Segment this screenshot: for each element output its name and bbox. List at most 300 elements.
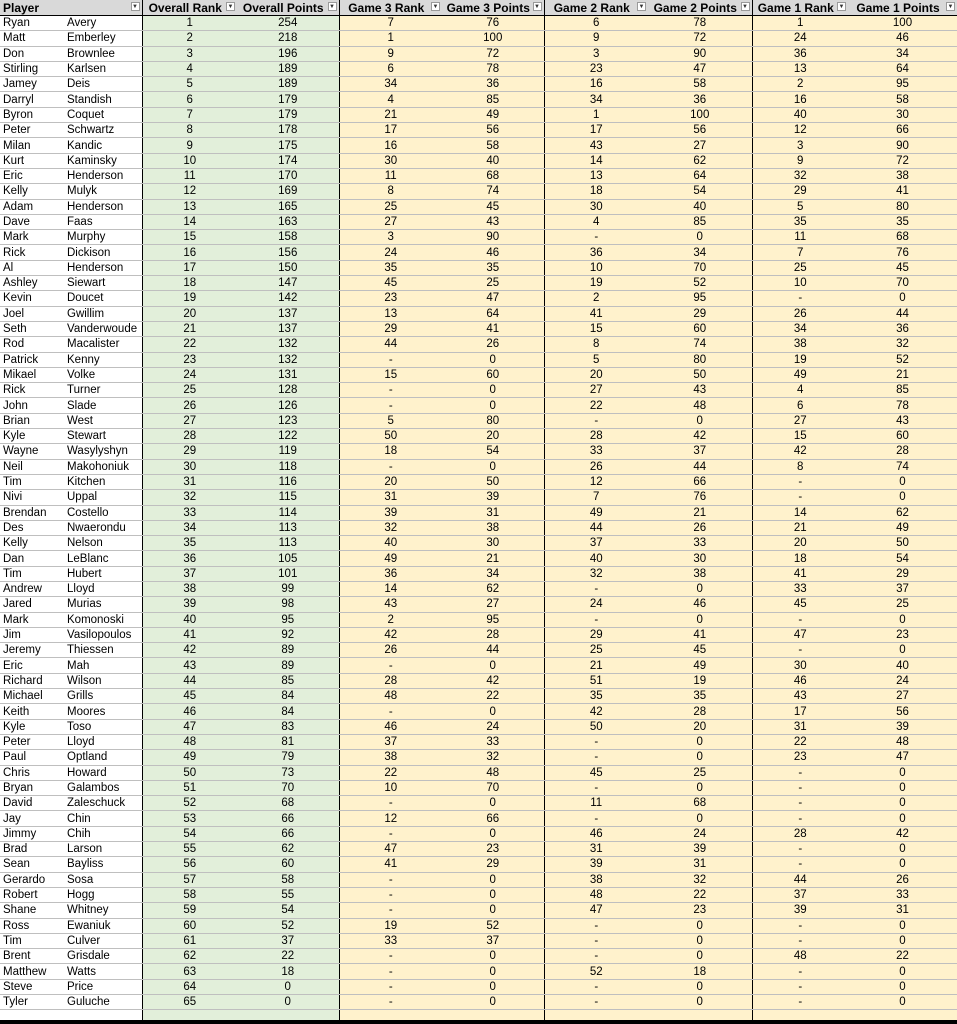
cell-overall-points[interactable]: 116 <box>237 474 339 489</box>
cell-game2-points[interactable]: 66 <box>648 474 752 489</box>
cell-game3-rank[interactable]: 29 <box>339 321 442 336</box>
cell-game3-points[interactable]: 0 <box>442 995 544 1010</box>
cell-game1-rank[interactable]: - <box>752 765 848 780</box>
cell-game1-points[interactable]: 30 <box>848 107 957 122</box>
cell-first-name[interactable]: Kurt <box>0 153 63 168</box>
cell-game3-points[interactable]: 76 <box>442 16 544 31</box>
cell-last-name[interactable]: Deis <box>63 77 142 92</box>
cell-last-name[interactable]: Hubert <box>63 566 142 581</box>
cell-game3-rank[interactable]: 48 <box>339 689 442 704</box>
cell-first-name[interactable]: Rod <box>0 337 63 352</box>
cell-game2-points[interactable]: 41 <box>648 627 752 642</box>
cell-game1-points[interactable]: 0 <box>848 857 957 872</box>
cell-game1-rank[interactable]: 27 <box>752 413 848 428</box>
cell-last-name[interactable]: Dickison <box>63 245 142 260</box>
cell-first-name[interactable]: Ryan <box>0 16 63 31</box>
cell-overall-points[interactable]: 81 <box>237 734 339 749</box>
cell-overall-points[interactable]: 92 <box>237 627 339 642</box>
cell-game1-points[interactable]: 58 <box>848 92 957 107</box>
cell-game3-points[interactable]: 60 <box>442 367 544 382</box>
cell-overall-rank[interactable]: 31 <box>142 474 237 489</box>
cell-game2-points[interactable]: 47 <box>648 61 752 76</box>
cell-last-name[interactable]: Karlsen <box>63 61 142 76</box>
cell-game2-rank[interactable]: 13 <box>544 168 648 183</box>
cell-overall-rank[interactable]: 57 <box>142 872 237 887</box>
cell-game1-points[interactable]: 0 <box>848 780 957 795</box>
cell-game1-rank[interactable]: 32 <box>752 168 848 183</box>
cell-game2-rank[interactable]: 15 <box>544 321 648 336</box>
cell-overall-rank[interactable]: 8 <box>142 123 237 138</box>
cell-last-name[interactable]: Schwartz <box>63 123 142 138</box>
cell-game1-points[interactable]: 49 <box>848 520 957 535</box>
dropdown-arrow-icon[interactable]: ▼ <box>534 4 540 10</box>
cell-first-name[interactable]: Peter <box>0 123 63 138</box>
cell-game2-rank[interactable]: 52 <box>544 964 648 979</box>
cell-game2-points[interactable]: 37 <box>648 444 752 459</box>
cell-first-name[interactable]: Eric <box>0 658 63 673</box>
cell-game1-points[interactable]: 39 <box>848 719 957 734</box>
cell-overall-points[interactable]: 119 <box>237 444 339 459</box>
cell-first-name[interactable]: Milan <box>0 138 63 153</box>
cell-overall-rank[interactable]: 46 <box>142 704 237 719</box>
cell-game3-rank[interactable]: 9 <box>339 46 442 61</box>
cell-game2-rank[interactable]: 2 <box>544 291 648 306</box>
cell-overall-points[interactable]: 163 <box>237 214 339 229</box>
cell-overall-rank[interactable]: 36 <box>142 551 237 566</box>
cell-overall-points[interactable]: 37 <box>237 933 339 948</box>
cell-overall-points[interactable]: 55 <box>237 887 339 902</box>
cell-game3-rank[interactable]: 24 <box>339 245 442 260</box>
cell-game3-rank[interactable]: 23 <box>339 291 442 306</box>
cell-first-name[interactable]: Stirling <box>0 61 63 76</box>
cell-last-name[interactable]: Mulyk <box>63 184 142 199</box>
cell-last-name[interactable]: Optland <box>63 750 142 765</box>
cell-game3-rank[interactable]: 14 <box>339 581 442 596</box>
cell-game1-points[interactable]: 95 <box>848 77 957 92</box>
cell-first-name[interactable]: Al <box>0 260 63 275</box>
cell-game3-points[interactable]: 0 <box>442 796 544 811</box>
cell-game2-rank[interactable]: 11 <box>544 796 648 811</box>
cell-game3-points[interactable]: 37 <box>442 933 544 948</box>
cell-last-name[interactable]: Whitney <box>63 903 142 918</box>
cell-game1-points[interactable]: 0 <box>848 291 957 306</box>
header-game1-rank[interactable] <box>752 0 848 16</box>
cell-overall-points[interactable]: 132 <box>237 352 339 367</box>
cell-game2-rank[interactable]: 39 <box>544 857 648 872</box>
cell-overall-rank[interactable]: 3 <box>142 46 237 61</box>
cell-overall-rank[interactable]: 64 <box>142 979 237 994</box>
cell-overall-points[interactable]: 118 <box>237 459 339 474</box>
cell-game3-points[interactable]: 70 <box>442 780 544 795</box>
cell-first-name[interactable]: Seth <box>0 321 63 336</box>
cell-last-name[interactable]: Henderson <box>63 260 142 275</box>
cell-game2-rank[interactable]: 44 <box>544 520 648 535</box>
cell-game2-rank[interactable]: 38 <box>544 872 648 887</box>
cell-game1-points[interactable]: 26 <box>848 872 957 887</box>
cell-game1-points[interactable]: 43 <box>848 413 957 428</box>
cell-first-name[interactable]: Jay <box>0 811 63 826</box>
cell-game3-points[interactable]: 52 <box>442 918 544 933</box>
cell-game1-rank[interactable]: 12 <box>752 123 848 138</box>
cell-game2-points[interactable]: 39 <box>648 842 752 857</box>
cell-overall-points[interactable]: 95 <box>237 612 339 627</box>
cell-game3-points[interactable]: 0 <box>442 704 544 719</box>
cell-last-name[interactable]: Guluche <box>63 995 142 1010</box>
cell-game2-rank[interactable]: 25 <box>544 643 648 658</box>
cell-game1-rank[interactable]: 14 <box>752 505 848 520</box>
cell-game1-points[interactable]: 56 <box>848 704 957 719</box>
cell-last-name[interactable]: Vanderwoude <box>63 321 142 336</box>
cell-game2-points[interactable]: 46 <box>648 597 752 612</box>
cell-game1-rank[interactable]: 15 <box>752 429 848 444</box>
cell-overall-points[interactable]: 179 <box>237 107 339 122</box>
cell-game3-points[interactable]: 0 <box>442 383 544 398</box>
cell-overall-rank[interactable]: 32 <box>142 490 237 505</box>
cell-last-name[interactable]: Kenny <box>63 352 142 367</box>
cell-first-name[interactable]: Joel <box>0 306 63 321</box>
header-game2-rank[interactable] <box>544 0 648 16</box>
cell-game1-points[interactable]: 0 <box>848 933 957 948</box>
cell-game1-rank[interactable]: - <box>752 490 848 505</box>
cell-game3-rank[interactable]: - <box>339 887 442 902</box>
cell-first-name[interactable]: Paul <box>0 750 63 765</box>
cell-game3-rank[interactable]: - <box>339 903 442 918</box>
cell-game2-rank[interactable]: 43 <box>544 138 648 153</box>
cell-game3-points[interactable]: 0 <box>442 979 544 994</box>
cell-game1-points[interactable]: 25 <box>848 597 957 612</box>
cell-overall-points[interactable]: 156 <box>237 245 339 260</box>
cell-game2-rank[interactable]: - <box>544 413 648 428</box>
cell-game1-points[interactable]: 27 <box>848 689 957 704</box>
cell-game3-rank[interactable]: 41 <box>339 857 442 872</box>
cell-game3-rank[interactable]: 21 <box>339 107 442 122</box>
cell-first-name[interactable]: Bryan <box>0 780 63 795</box>
cell-game1-points[interactable]: 70 <box>848 276 957 291</box>
cell-game1-points[interactable]: 68 <box>848 230 957 245</box>
cell-game1-rank[interactable]: 4 <box>752 383 848 398</box>
cell-game1-rank[interactable]: 23 <box>752 750 848 765</box>
cell-overall-points[interactable]: 115 <box>237 490 339 505</box>
cell-game3-rank[interactable]: 8 <box>339 184 442 199</box>
cell-overall-rank[interactable]: 54 <box>142 826 237 841</box>
cell-first-name[interactable]: Shane <box>0 903 63 918</box>
cell-overall-points[interactable]: 142 <box>237 291 339 306</box>
cell-game2-points[interactable]: 90 <box>648 46 752 61</box>
cell-overall-points[interactable]: 132 <box>237 337 339 352</box>
cell-game2-rank[interactable]: 19 <box>544 276 648 291</box>
cell-first-name[interactable]: Matt <box>0 31 63 46</box>
cell-first-name[interactable]: Tim <box>0 474 63 489</box>
cell-game3-rank[interactable]: 19 <box>339 918 442 933</box>
cell-last-name[interactable]: Emberley <box>63 31 142 46</box>
cell-game1-rank[interactable]: 21 <box>752 520 848 535</box>
cell-game1-points[interactable]: 80 <box>848 199 957 214</box>
cell-last-name[interactable]: Stewart <box>63 429 142 444</box>
cell-overall-points[interactable]: 84 <box>237 689 339 704</box>
cell-overall-rank[interactable]: 21 <box>142 321 237 336</box>
cell-game2-points[interactable]: 30 <box>648 551 752 566</box>
cell-game2-rank[interactable]: 22 <box>544 398 648 413</box>
cell-last-name[interactable]: Ewaniuk <box>63 918 142 933</box>
cell-game1-points[interactable]: 37 <box>848 581 957 596</box>
cell-game2-points[interactable]: 0 <box>648 413 752 428</box>
cell-game1-rank[interactable]: - <box>752 979 848 994</box>
cell-game2-points[interactable]: 42 <box>648 429 752 444</box>
cell-last-name[interactable]: Nwaerondu <box>63 520 142 535</box>
cell-game3-rank[interactable]: 37 <box>339 734 442 749</box>
cell-game3-rank[interactable]: 4 <box>339 92 442 107</box>
cell-game1-points[interactable]: 48 <box>848 734 957 749</box>
cell-overall-points[interactable]: 105 <box>237 551 339 566</box>
cell-game2-rank[interactable]: - <box>544 979 648 994</box>
cell-game1-points[interactable]: 29 <box>848 566 957 581</box>
cell-overall-points[interactable]: 89 <box>237 643 339 658</box>
cell-game1-rank[interactable]: - <box>752 857 848 872</box>
cell-overall-points[interactable]: 66 <box>237 826 339 841</box>
cell-first-name[interactable]: Dave <box>0 214 63 229</box>
dropdown-arrow-icon[interactable]: ▼ <box>742 4 748 10</box>
cell-game2-points[interactable]: 48 <box>648 398 752 413</box>
cell-first-name[interactable]: Kyle <box>0 429 63 444</box>
cell-game2-points[interactable]: 49 <box>648 658 752 673</box>
cell-game3-points[interactable]: 20 <box>442 429 544 444</box>
cell-game1-rank[interactable]: 10 <box>752 276 848 291</box>
cell-last-name[interactable]: Grisdale <box>63 949 142 964</box>
cell-game1-points[interactable]: 85 <box>848 383 957 398</box>
cell-first-name[interactable]: Steve <box>0 979 63 994</box>
cell-overall-points[interactable]: 99 <box>237 581 339 596</box>
cell-overall-points[interactable]: 113 <box>237 536 339 551</box>
cell-overall-rank[interactable]: 1 <box>142 16 237 31</box>
cell-overall-rank[interactable]: 38 <box>142 581 237 596</box>
cell-last-name[interactable]: Coquet <box>63 107 142 122</box>
cell-last-name[interactable]: Brownlee <box>63 46 142 61</box>
cell-game2-points[interactable]: 43 <box>648 383 752 398</box>
cell-game1-points[interactable]: 36 <box>848 321 957 336</box>
cell-overall-rank[interactable]: 30 <box>142 459 237 474</box>
cell-game1-rank[interactable]: 6 <box>752 398 848 413</box>
cell-game3-rank[interactable]: 27 <box>339 214 442 229</box>
cell-last-name[interactable]: Grills <box>63 689 142 704</box>
cell-game3-points[interactable]: 0 <box>442 887 544 902</box>
cell-game1-rank[interactable]: 43 <box>752 689 848 704</box>
cell-overall-rank[interactable]: 50 <box>142 765 237 780</box>
cell-first-name[interactable]: Jimmy <box>0 826 63 841</box>
cell-game3-rank[interactable]: 1 <box>339 31 442 46</box>
cell-game3-points[interactable]: 54 <box>442 444 544 459</box>
cell-game3-points[interactable]: 56 <box>442 123 544 138</box>
cell-last-name[interactable]: Doucet <box>63 291 142 306</box>
cell-overall-rank[interactable]: 59 <box>142 903 237 918</box>
cell-game1-rank[interactable]: 44 <box>752 872 848 887</box>
cell-game2-rank[interactable]: - <box>544 933 648 948</box>
cell-game3-rank[interactable]: - <box>339 459 442 474</box>
cell-game3-points[interactable]: 41 <box>442 321 544 336</box>
cell-game3-rank[interactable]: 7 <box>339 16 442 31</box>
cell-game2-points[interactable]: 76 <box>648 490 752 505</box>
cell-overall-rank[interactable]: 22 <box>142 337 237 352</box>
cell-game1-rank[interactable]: 16 <box>752 92 848 107</box>
cell-first-name[interactable]: Darryl <box>0 92 63 107</box>
cell-game1-points[interactable]: 24 <box>848 673 957 688</box>
cell-game3-rank[interactable]: - <box>339 796 442 811</box>
cell-game1-rank[interactable]: - <box>752 612 848 627</box>
cell-game2-rank[interactable]: 30 <box>544 199 648 214</box>
cell-game1-rank[interactable]: - <box>752 291 848 306</box>
cell-game2-rank[interactable]: 27 <box>544 383 648 398</box>
cell-last-name[interactable]: Toso <box>63 719 142 734</box>
cell-first-name[interactable]: John <box>0 398 63 413</box>
cell-game2-rank[interactable]: 9 <box>544 31 648 46</box>
cell-game3-rank[interactable]: - <box>339 979 442 994</box>
cell-game1-points[interactable]: 60 <box>848 429 957 444</box>
cell-game2-points[interactable]: 64 <box>648 168 752 183</box>
cell-game1-points[interactable]: 34 <box>848 46 957 61</box>
cell-game1-points[interactable]: 38 <box>848 168 957 183</box>
cell-game3-points[interactable]: 40 <box>442 153 544 168</box>
cell-game3-points[interactable]: 0 <box>442 398 544 413</box>
cell-overall-rank[interactable]: 33 <box>142 505 237 520</box>
cell-game2-rank[interactable]: 47 <box>544 903 648 918</box>
cell-overall-rank[interactable]: 63 <box>142 964 237 979</box>
cell-game3-rank[interactable]: - <box>339 949 442 964</box>
cell-last-name[interactable]: Galambos <box>63 780 142 795</box>
cell-game1-rank[interactable]: 17 <box>752 704 848 719</box>
cell-game3-points[interactable]: 80 <box>442 413 544 428</box>
cell-game1-rank[interactable]: - <box>752 474 848 489</box>
cell-game2-points[interactable]: 0 <box>648 979 752 994</box>
cell-overall-rank[interactable]: 47 <box>142 719 237 734</box>
cell-overall-points[interactable]: 128 <box>237 383 339 398</box>
cell-game3-points[interactable]: 35 <box>442 260 544 275</box>
cell-game1-points[interactable]: 0 <box>848 643 957 658</box>
cell-overall-points[interactable]: 83 <box>237 719 339 734</box>
cell-game3-rank[interactable]: - <box>339 398 442 413</box>
cell-overall-points[interactable]: 58 <box>237 872 339 887</box>
cell-game3-rank[interactable]: 36 <box>339 566 442 581</box>
cell-game2-points[interactable]: 62 <box>648 153 752 168</box>
cell-first-name[interactable]: Gerardo <box>0 872 63 887</box>
cell-game3-rank[interactable]: 49 <box>339 551 442 566</box>
cell-overall-rank[interactable]: 15 <box>142 230 237 245</box>
cell-last-name[interactable]: Moores <box>63 704 142 719</box>
cell-game1-rank[interactable]: 8 <box>752 459 848 474</box>
cell-game3-points[interactable]: 0 <box>442 903 544 918</box>
cell-overall-rank[interactable]: 14 <box>142 214 237 229</box>
cell-game3-rank[interactable]: 25 <box>339 199 442 214</box>
cell-last-name[interactable]: Nelson <box>63 536 142 551</box>
cell-game3-rank[interactable]: 32 <box>339 520 442 535</box>
cell-first-name[interactable]: Kyle <box>0 719 63 734</box>
cell-overall-rank[interactable]: 49 <box>142 750 237 765</box>
cell-game3-points[interactable]: 45 <box>442 199 544 214</box>
cell-game1-rank[interactable]: 9 <box>752 153 848 168</box>
cell-first-name[interactable]: Tim <box>0 566 63 581</box>
cell-game1-rank[interactable]: - <box>752 842 848 857</box>
cell-overall-points[interactable]: 126 <box>237 398 339 413</box>
cell-game3-rank[interactable]: 6 <box>339 61 442 76</box>
cell-game2-points[interactable]: 0 <box>648 949 752 964</box>
cell-game3-points[interactable]: 74 <box>442 184 544 199</box>
dropdown-arrow-icon[interactable]: ▼ <box>432 4 439 10</box>
cell-overall-points[interactable]: 131 <box>237 367 339 382</box>
cell-first-name[interactable]: Eric <box>0 168 63 183</box>
cell-game2-points[interactable]: 19 <box>648 673 752 688</box>
cell-game3-points[interactable]: 26 <box>442 337 544 352</box>
cell-game3-rank[interactable]: - <box>339 995 442 1010</box>
cell-game1-rank[interactable]: 29 <box>752 184 848 199</box>
cell-overall-points[interactable]: 169 <box>237 184 339 199</box>
cell-overall-rank[interactable]: 39 <box>142 597 237 612</box>
cell-game3-points[interactable]: 47 <box>442 291 544 306</box>
cell-game1-rank[interactable]: 31 <box>752 719 848 734</box>
cell-game2-points[interactable]: 85 <box>648 214 752 229</box>
cell-game1-points[interactable]: 76 <box>848 245 957 260</box>
cell-game2-rank[interactable]: 17 <box>544 123 648 138</box>
cell-first-name[interactable]: Wayne <box>0 444 63 459</box>
cell-last-name[interactable]: Macalister <box>63 337 142 352</box>
cell-game3-rank[interactable]: 30 <box>339 153 442 168</box>
cell-game1-rank[interactable]: 18 <box>752 551 848 566</box>
cell-last-name[interactable]: Faas <box>63 214 142 229</box>
cell-overall-points[interactable]: 137 <box>237 306 339 321</box>
cell-game1-rank[interactable]: 48 <box>752 949 848 964</box>
cell-overall-points[interactable]: 158 <box>237 230 339 245</box>
cell-overall-rank[interactable]: 60 <box>142 918 237 933</box>
cell-game1-rank[interactable]: 35 <box>752 214 848 229</box>
cell-last-name[interactable]: Lloyd <box>63 734 142 749</box>
cell-game1-rank[interactable]: 13 <box>752 61 848 76</box>
cell-overall-rank[interactable]: 62 <box>142 949 237 964</box>
cell-game3-points[interactable]: 31 <box>442 505 544 520</box>
cell-game1-rank[interactable]: - <box>752 643 848 658</box>
cell-game3-rank[interactable]: 40 <box>339 536 442 551</box>
cell-game1-rank[interactable]: 2 <box>752 77 848 92</box>
cell-first-name[interactable]: Neil <box>0 459 63 474</box>
cell-game1-rank[interactable]: 40 <box>752 107 848 122</box>
cell-game2-rank[interactable]: 20 <box>544 367 648 382</box>
cell-game2-rank[interactable]: 4 <box>544 214 648 229</box>
cell-game2-rank[interactable]: 34 <box>544 92 648 107</box>
cell-overall-rank[interactable]: 19 <box>142 291 237 306</box>
cell-game1-rank[interactable]: 36 <box>752 46 848 61</box>
cell-game3-points[interactable]: 68 <box>442 168 544 183</box>
cell-overall-rank[interactable]: 16 <box>142 245 237 260</box>
cell-first-name[interactable]: Jamey <box>0 77 63 92</box>
cell-overall-rank[interactable]: 13 <box>142 199 237 214</box>
cell-game3-points[interactable]: 24 <box>442 719 544 734</box>
cell-game1-points[interactable]: 0 <box>848 964 957 979</box>
cell-overall-points[interactable]: 218 <box>237 31 339 46</box>
cell-game3-points[interactable]: 29 <box>442 857 544 872</box>
cell-first-name[interactable]: Mikael <box>0 367 63 382</box>
cell-overall-points[interactable]: 175 <box>237 138 339 153</box>
cell-game2-rank[interactable]: - <box>544 750 648 765</box>
cell-first-name[interactable]: Dan <box>0 551 63 566</box>
cell-game2-rank[interactable]: 3 <box>544 46 648 61</box>
cell-game1-rank[interactable]: 19 <box>752 352 848 367</box>
cell-first-name[interactable]: Ashley <box>0 276 63 291</box>
cell-last-name[interactable]: Standish <box>63 92 142 107</box>
cell-game3-points[interactable]: 36 <box>442 77 544 92</box>
cell-game2-points[interactable]: 32 <box>648 872 752 887</box>
cell-overall-rank[interactable]: 52 <box>142 796 237 811</box>
cell-overall-points[interactable]: 73 <box>237 765 339 780</box>
cell-game3-points[interactable]: 44 <box>442 643 544 658</box>
cell-game1-points[interactable]: 0 <box>848 490 957 505</box>
cell-game3-rank[interactable]: 13 <box>339 306 442 321</box>
cell-last-name[interactable]: West <box>63 413 142 428</box>
